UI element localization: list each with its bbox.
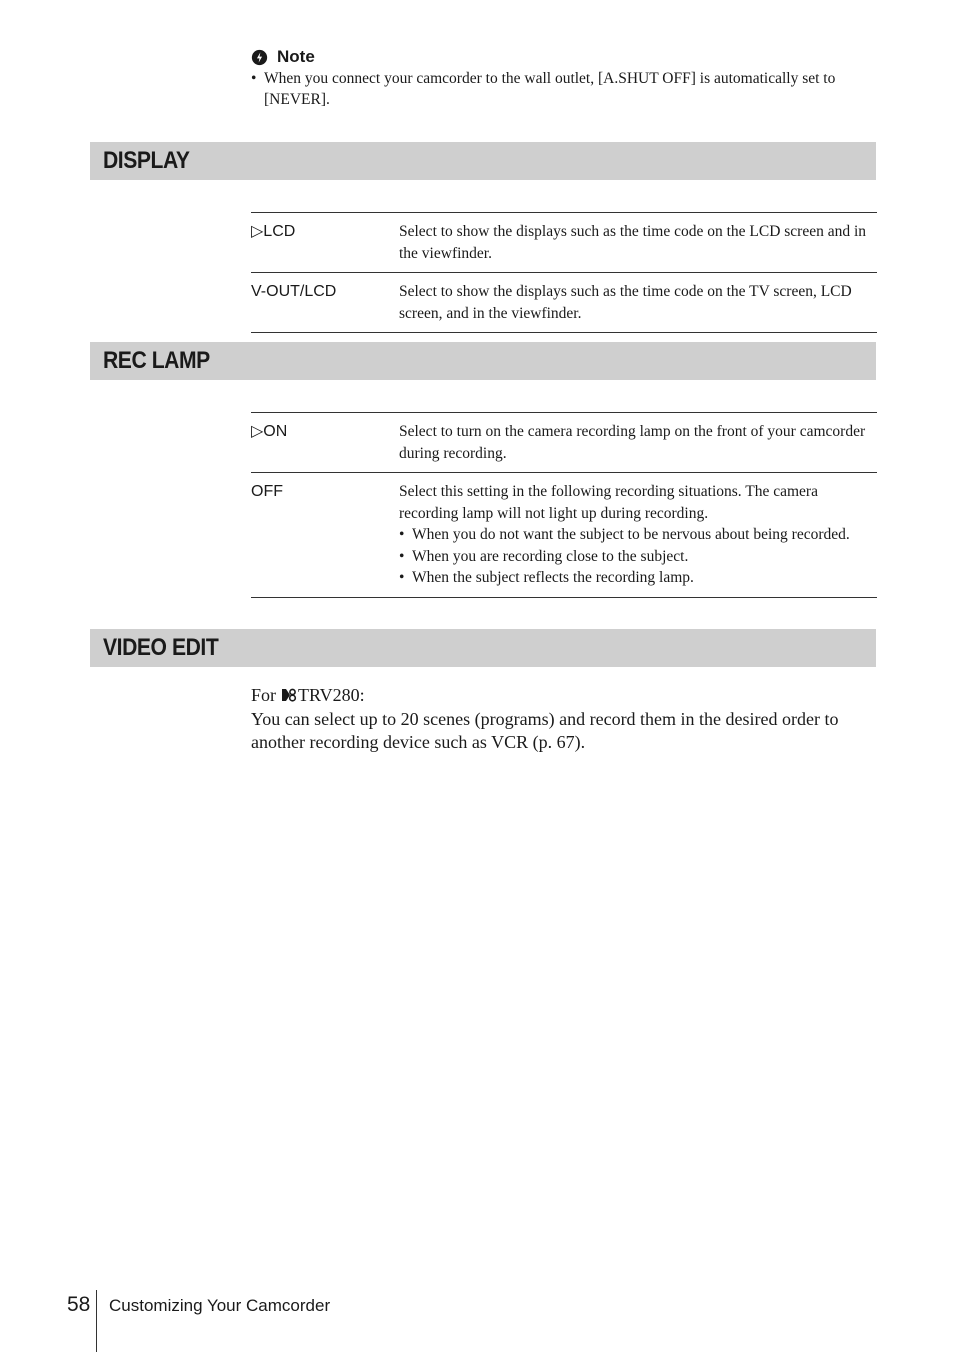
table-row — [251, 413, 877, 473]
option-key: OFF — [251, 483, 283, 500]
section-heading-rec-lamp: REC LAMP — [90, 342, 876, 380]
model-line: For TRV280: — [251, 685, 365, 705]
table-row — [251, 473, 877, 598]
option-key: V-OUT/LCD — [251, 283, 337, 300]
model-name: TRV280: — [298, 685, 365, 705]
digital8-icon — [281, 688, 297, 702]
option-key: ▷ON — [251, 423, 288, 440]
note-heading — [251, 46, 876, 68]
note-item-text: When you connect your camcorder to the wall outlet, [A.SHUT OFF] is automatically set to [NEVER]. — [264, 70, 836, 108]
note-block — [251, 46, 876, 110]
note-icon — [251, 49, 268, 66]
table-row — [251, 213, 877, 273]
note-item: • When you connect your camcorder to the wall outlet, [A.SHUT OFF] is automatically set to [NEVER]. — [251, 68, 876, 110]
display-options-table — [251, 212, 877, 333]
footer-divider — [96, 1290, 97, 1352]
option-desc-block — [399, 481, 877, 589]
rec-lamp-options-table — [251, 412, 877, 598]
section-heading-video-edit: VIDEO EDIT — [90, 629, 876, 667]
option-desc: Select to show the displays such as the time code on the TV screen, LCD screen, and in the viewfinder. — [399, 283, 852, 322]
video-edit-body — [251, 684, 881, 755]
section-heading-display: DISPLAY — [90, 142, 876, 180]
list-item: • When you are recording close to the subject. — [399, 547, 689, 565]
list-item: • When the subject reflects the recording lamp. — [399, 569, 694, 586]
note-heading-label: Note — [277, 47, 315, 66]
list-item: • When you do not want the subject to be nervous about being recorded. — [399, 526, 850, 543]
page-number: 58 — [67, 1293, 91, 1316]
option-desc: Select to turn on the camera recording lamp on the front of your camcorder during recording. — [399, 423, 866, 462]
chapter-title: Customizing Your Camcorder — [109, 1296, 331, 1315]
option-key: ▷LCD — [251, 223, 296, 240]
option-desc: Select to show the displays such as the time code on the LCD screen and in the viewfinder. — [399, 223, 867, 262]
video-edit-description: You can select up to 20 scenes (programs) and record them in the desired order to another recording device such as VCR (p. 67). — [251, 708, 839, 752]
option-desc: Select this setting in the following recording situations. The camera recording lamp will not light up during recording. — [399, 483, 818, 522]
table-row — [251, 273, 877, 333]
